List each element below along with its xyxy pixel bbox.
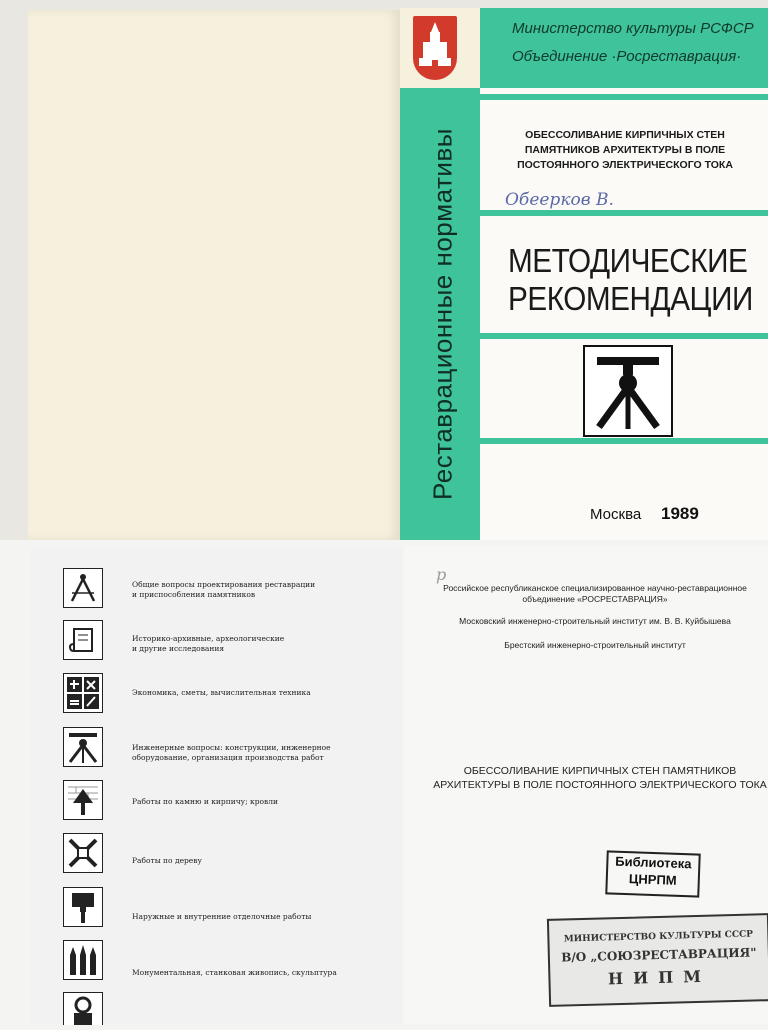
category-label: Инженерные вопросы: конструкции, инженерное оборудование, организация производства работ: [132, 743, 331, 762]
bust-icon: [63, 992, 103, 1025]
library-stamp-line1: Библиотека: [615, 853, 692, 872]
organization-3: Брестский инженерно-строительный институт: [504, 640, 686, 650]
ministry-stamp-line1: МИНИСТЕРСТВО КУЛЬТУРЫ СССР: [563, 929, 754, 945]
scroll-icon: [63, 620, 103, 660]
divider-stripe: [480, 333, 768, 339]
theodolite-logo-icon: [583, 345, 673, 437]
publication-city: Москва: [590, 506, 642, 523]
category-label: Историко-архивные, археологические и другие исследования: [132, 634, 285, 653]
cover-main-title: [508, 242, 753, 318]
divider-stripe: [480, 438, 768, 444]
organization-1: Российское республиканское специализированное научно-реставрационное объединение «РОСРЕСТАВРАЦИЯ»: [443, 583, 747, 604]
wood-saw-icon: [63, 833, 103, 873]
library-stamp-line2: ЦНРПМ: [628, 871, 677, 888]
category-label: Работы по камню и кирпичу; кровли: [132, 797, 278, 806]
document-title: ОБЕССОЛИВАНИЕ КИРПИЧНЫХ СТЕН ПАМЯТНИКОВ АРХИТЕКТУРЫ В ПОЛЕ ПОСТОЯННОГО ЭЛЕКТРИЧЕСКОГО ТОКА: [433, 765, 767, 791]
calculator-icon: [63, 673, 103, 713]
series-title: Реставрационные нормативы: [427, 128, 458, 500]
organization-2: Московский инженерно-строительный институт им. В. В. Куйбышева: [459, 616, 731, 626]
trowel-icon: [63, 780, 103, 820]
ministry-name: Министерство культуры РСФСР: [512, 20, 754, 37]
association-name: Объединение ·Росреставрация·: [512, 48, 742, 65]
category-label: Общие вопросы проектирования реставрации и приспособления памятников: [132, 580, 316, 599]
inner-cover-page: [28, 10, 400, 540]
divider-stripe: [480, 94, 768, 100]
title-line-1: МЕТОДИЧЕСКИЕ: [508, 242, 748, 279]
category-label: Экономика, сметы, вычислительная техника: [132, 688, 311, 697]
handwritten-owner-name: Обеерков В.: [505, 190, 614, 210]
compass-icon: [63, 568, 103, 608]
theodolite-icon: [63, 727, 103, 767]
paint-brush-icon: [63, 887, 103, 927]
title-line-2: РЕКОМЕНДАЦИИ: [508, 280, 753, 317]
category-label: Монументальная, станковая живопись, скульптура: [132, 968, 337, 977]
ministry-stamp-line2: В/О „СОЮЗРЕСТАВРАЦИЯ": [561, 945, 757, 965]
kremlin-emblem-icon: [413, 16, 457, 80]
divider-stripe: [480, 210, 768, 216]
ministry-stamp: [547, 913, 768, 1007]
art-tools-icon: [63, 940, 103, 980]
ministry-stamp-line3: НИПМ: [607, 966, 712, 989]
pencil-mark: р: [436, 565, 447, 584]
publication-year: 1989: [661, 504, 699, 523]
category-label: Работы по дереву: [132, 856, 202, 865]
cover-subtitle: ОБЕССОЛИВАНИЕ КИРПИЧНЫХ СТЕН ПАМЯТНИКОВ АРХИТЕКТУРЫ В ПОЛЕ ПОСТОЯННОГО ЭЛЕКТРИЧЕСКОГО ТОКА: [517, 129, 733, 171]
library-stamp: [605, 850, 700, 897]
category-label: Наружные и внутренние отделочные работы: [132, 912, 312, 921]
